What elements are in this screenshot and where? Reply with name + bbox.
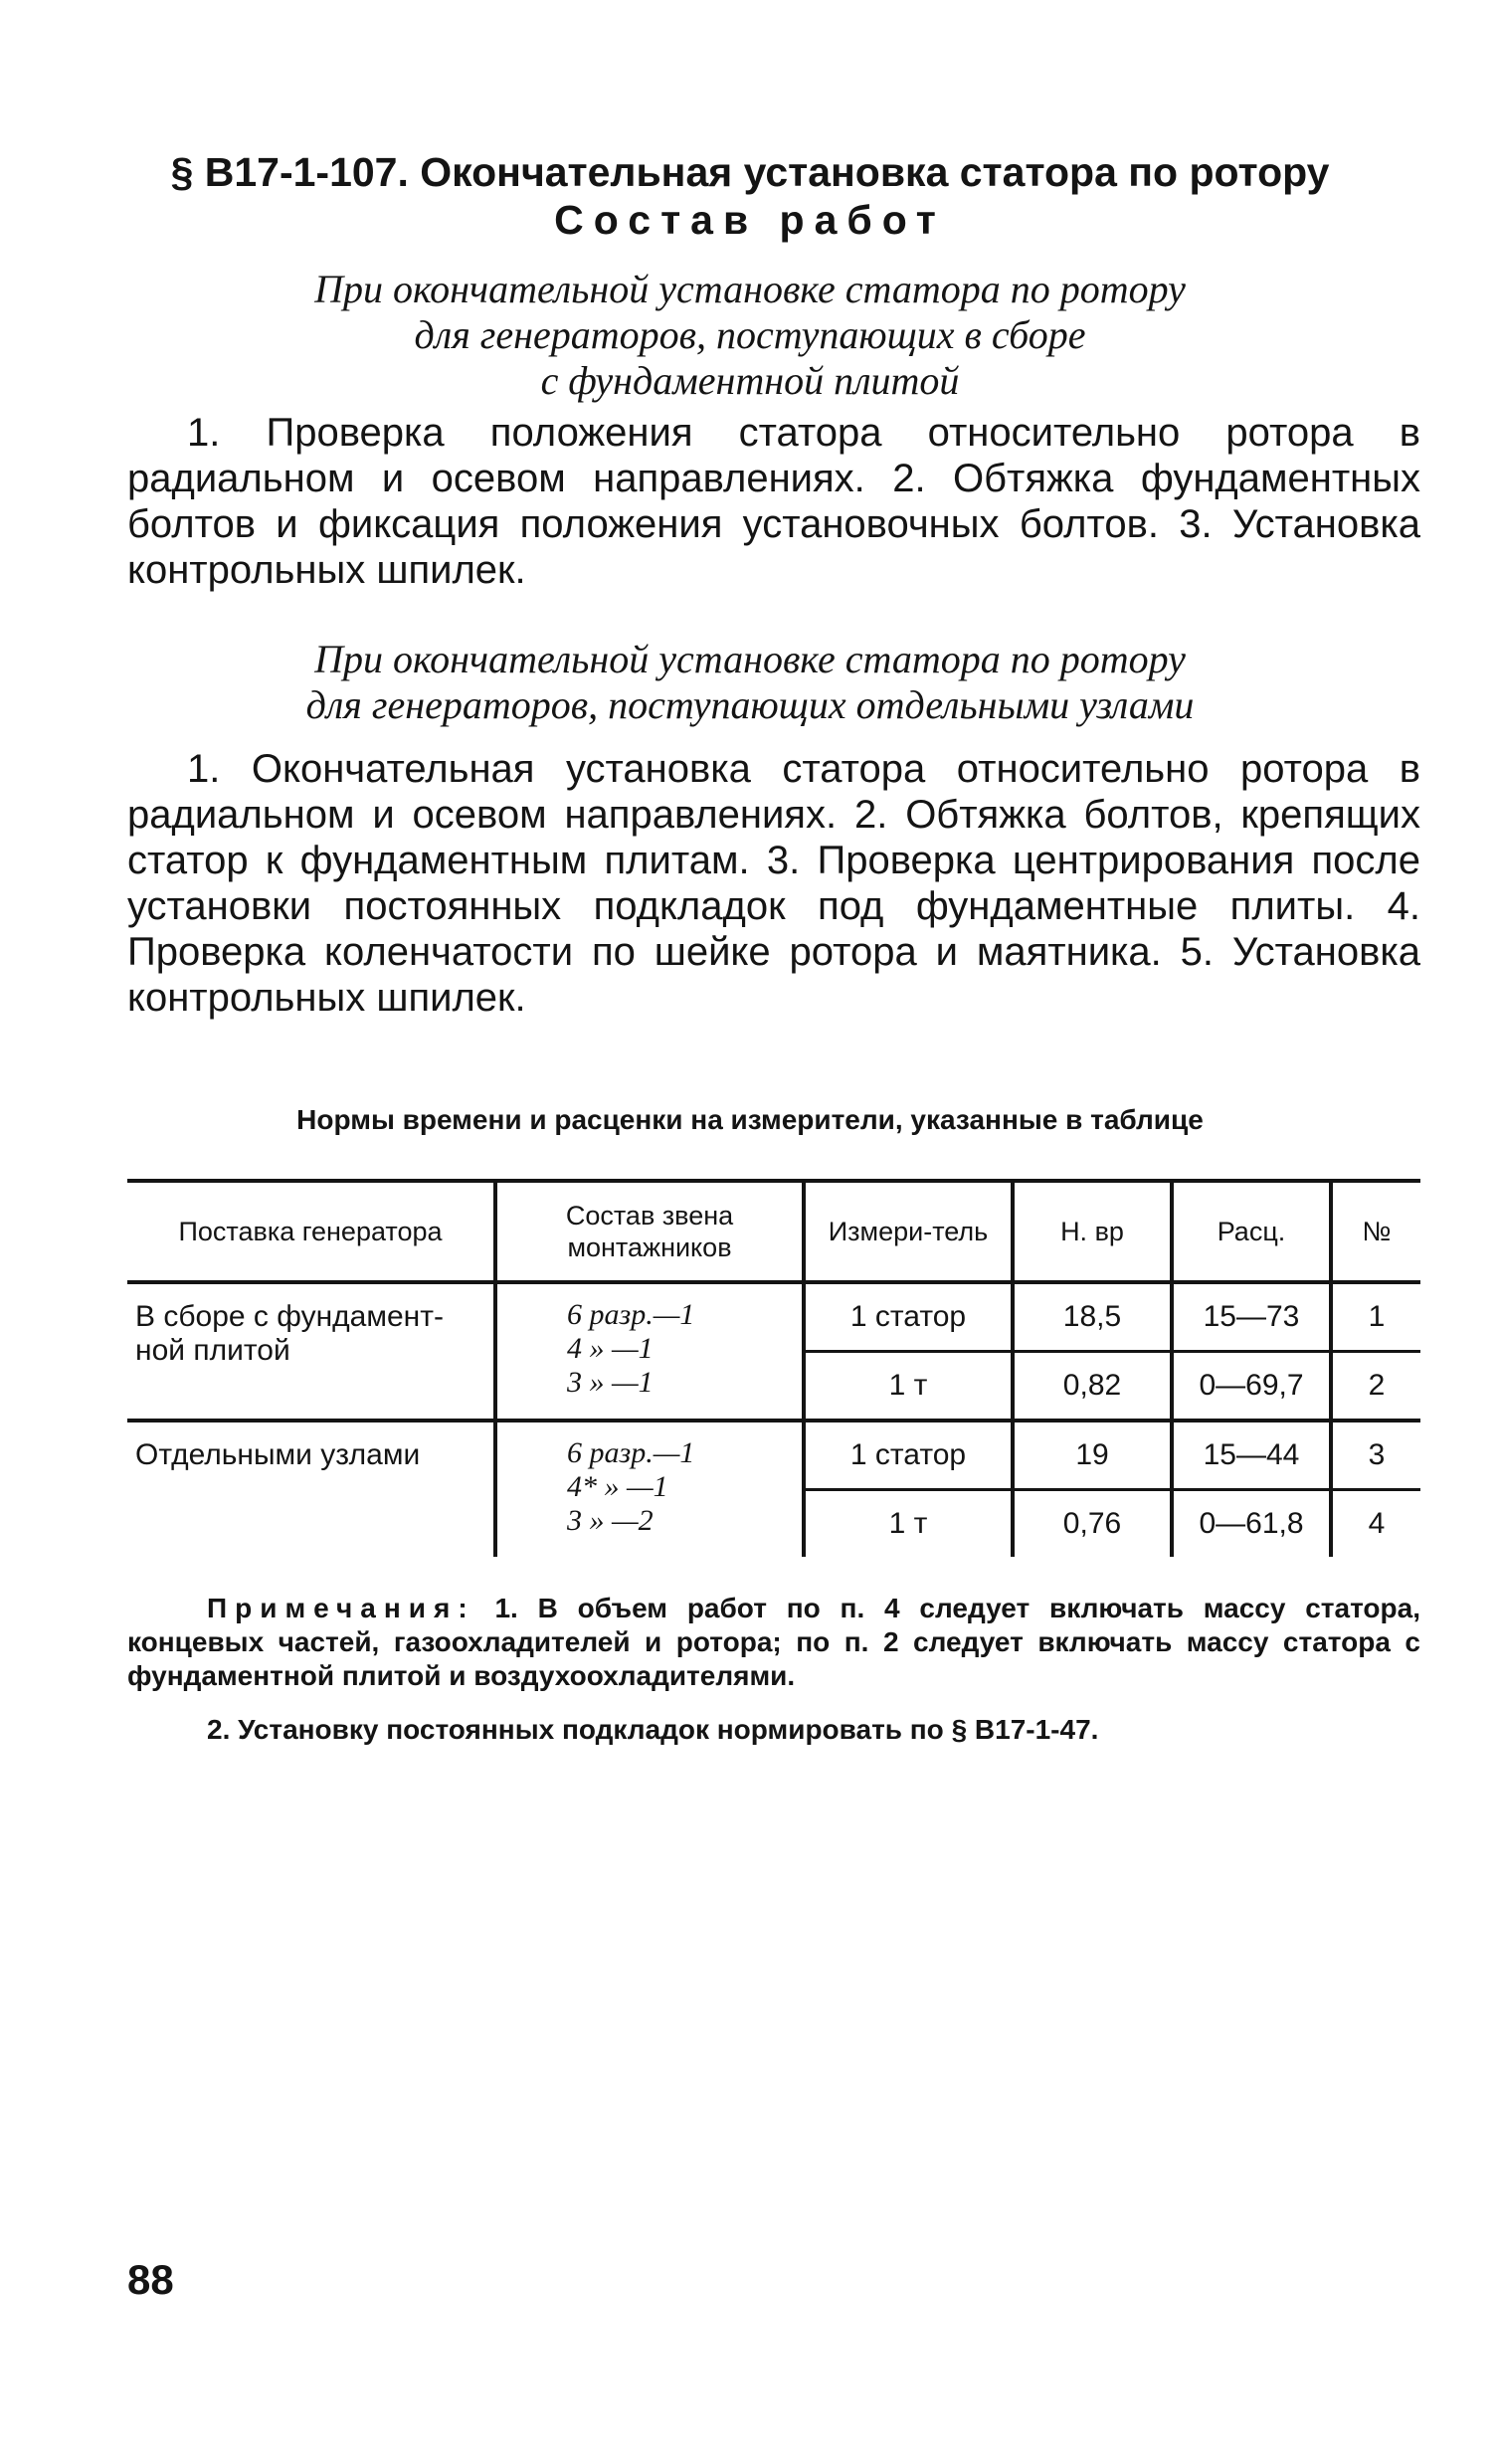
norms-table bbox=[127, 1179, 1420, 1557]
cell-time-norm: 19 bbox=[1013, 1421, 1172, 1490]
note-1 bbox=[127, 1592, 1420, 1693]
header-number: № bbox=[1331, 1181, 1420, 1282]
case1-heading-line: При окончательной установке статора по ротору bbox=[314, 267, 1186, 311]
cell-number: 2 bbox=[1331, 1352, 1420, 1422]
cell-time-norm: 18,5 bbox=[1013, 1282, 1172, 1352]
table-header-row bbox=[127, 1181, 1420, 1282]
cell-rate: 15—73 bbox=[1172, 1282, 1331, 1352]
crew-line: 6 разр.—1 bbox=[567, 1298, 695, 1331]
cell-time-norm: 0,76 bbox=[1013, 1490, 1172, 1558]
crew-line: 3 » —1 bbox=[567, 1366, 654, 1399]
header-rate: Расц. bbox=[1172, 1181, 1331, 1282]
header-unit: Измери-тель bbox=[804, 1181, 1013, 1282]
cell-unit: 1 т bbox=[804, 1490, 1013, 1558]
note-1-text: 1. В объем работ по п. 4 следует включать массу статора, концевых частей, газоохладителей и ротора; по п. 2 следует включать массу статора с фундаментной плитой и воздухоохладителями. bbox=[127, 1593, 1420, 1691]
crew-line: 4* » —1 bbox=[567, 1470, 668, 1503]
cell-rate: 0—69,7 bbox=[1172, 1352, 1331, 1422]
section-title: § В17-1-107. Окончательная установка статора по ротору bbox=[170, 149, 1330, 195]
case1-heading-line: с фундаментной плитой bbox=[540, 358, 960, 403]
cell-rate: 0—61,8 bbox=[1172, 1490, 1331, 1558]
cell-unit: 1 статор bbox=[804, 1421, 1013, 1490]
table-caption: Нормы времени и расценки на измерители, указанные в таблице bbox=[296, 1104, 1204, 1135]
case2-heading bbox=[179, 637, 1321, 728]
case2-heading-line: для генераторов, поступающих отдельными узлами bbox=[305, 682, 1195, 727]
cell-delivery: Отдельными узлами bbox=[135, 1438, 421, 1471]
note-2: 2. Установку постоянных подкладок нормировать по § В17-1-47. bbox=[207, 1714, 1099, 1745]
cell-delivery: В сборе с фундамент-ной плитой bbox=[127, 1282, 495, 1421]
case2-heading-line: При окончательной установке статора по ротору bbox=[314, 637, 1186, 681]
cell-unit: 1 т bbox=[804, 1352, 1013, 1422]
work-scope-heading: Состав работ bbox=[554, 197, 946, 243]
header-delivery: Поставка генератора bbox=[127, 1181, 495, 1282]
page-number: 88 bbox=[127, 2256, 174, 2303]
cell-number: 1 bbox=[1331, 1282, 1420, 1352]
case1-heading bbox=[179, 267, 1321, 404]
header-time-norm: Н. вр bbox=[1013, 1181, 1172, 1282]
cell-time-norm: 0,82 bbox=[1013, 1352, 1172, 1422]
cell-crew bbox=[495, 1282, 804, 1421]
case1-work-text: 1. Проверка положения статора относительно ротора в радиальном и осевом направлениях. 2. Обтяжка фундаментных болтов и фиксация положения установочных болтов. 3. Установка контрольных шпилек. bbox=[127, 411, 1420, 592]
cell-unit: 1 статор bbox=[804, 1282, 1013, 1352]
case1-heading-line: для генераторов, поступающих в сборе bbox=[414, 312, 1086, 357]
header-crew: Состав звена монтажников bbox=[495, 1181, 804, 1282]
crew-line: 4 » —1 bbox=[567, 1332, 654, 1365]
case2-work-text: 1. Окончательная установка статора относительно ротора в радиальном и осевом направлениях. 2. Обтяжка болтов, крепящих статор к фундаментным плитам. 3. Проверка центрирования после установки постоянных подкладок под фундаментные плиты. 4. Проверка коленчатости по шейке ротора и маятника. 5. Установка контрольных шпилек. bbox=[127, 747, 1420, 1020]
cell-crew bbox=[495, 1421, 804, 1557]
notes-label: Примечания: bbox=[207, 1593, 475, 1623]
cell-number: 4 bbox=[1331, 1490, 1420, 1558]
crew-line: 6 разр.—1 bbox=[567, 1436, 695, 1469]
table-row bbox=[127, 1282, 1420, 1352]
cell-rate: 15—44 bbox=[1172, 1421, 1331, 1490]
table-row bbox=[127, 1421, 1420, 1490]
cell-number: 3 bbox=[1331, 1421, 1420, 1490]
crew-line: 3 » —2 bbox=[567, 1504, 654, 1537]
